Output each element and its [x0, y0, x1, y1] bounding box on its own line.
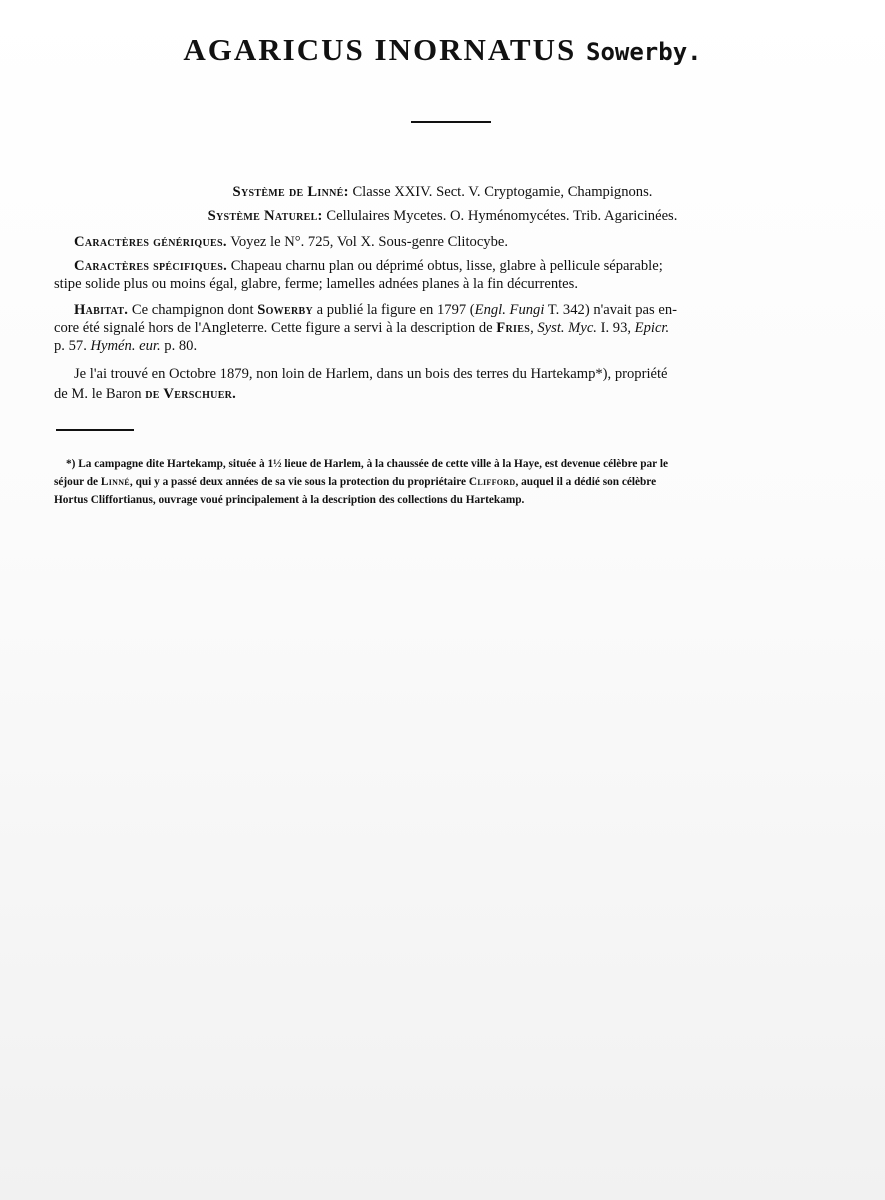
natural-system-label: Système Naturel:	[207, 208, 323, 224]
habitat-text-1a: Ce champignon dont	[131, 302, 254, 318]
baron-name: de Verschuer.	[145, 386, 237, 402]
habitat-text-1c: T. 342) n'avait pas en-	[547, 302, 677, 318]
author-sowerby: Sowerby	[257, 302, 313, 318]
specific-characters-label: Caractères spécifiques.	[74, 258, 228, 274]
habitat-text-3b: p. 80.	[164, 338, 198, 354]
found-line-1: Je l'ai trouvé en Octobre 1879, non loin de Harlem, dans un bois des terres du Hartekamp*), propriété	[74, 366, 668, 382]
reference-epicr: Epicr.	[634, 320, 670, 336]
habitat-text-1b: a publié la figure en 1797 (	[316, 302, 475, 318]
footnote-line-3: Hortus Cliffortianus, ouvrage voué principalement à la description des collections du Hartekamp.	[54, 494, 525, 506]
species-author: Sowerby.	[586, 38, 702, 66]
natural-system-text: Cellulaires Mycetes. O. Hyménomycétes. Trib. Agaricinées.	[326, 208, 678, 224]
generic-characters-label: Caractères génériques.	[74, 234, 227, 250]
linne-system-label: Système de Linné:	[232, 184, 349, 200]
reference-syst-myc: Syst. Myc.	[537, 320, 597, 336]
page-title	[0, 28, 885, 74]
reference-engl-fungi: Engl. Fungi	[474, 302, 545, 318]
title-divider	[411, 121, 491, 123]
linne-system-text: Classe XXIV. Sect. V. Cryptogamie, Champignons.	[352, 184, 653, 200]
species-name: AGARICUS INORNATUS	[183, 32, 577, 67]
generic-characters-text: Voyez le N°. 725, Vol X. Sous-genre Clitocybe.	[230, 234, 509, 250]
found-text-2a: de M. le Baron	[54, 386, 142, 402]
reference-hymen-eur: Hymén. eur.	[90, 338, 161, 354]
specific-characters-text-1: Chapeau charnu plan ou déprimé obtus, lisse, glabre à pellicule séparable;	[230, 258, 663, 274]
specific-characters-line-2: stipe solide plus ou moins égal, glabre, ferme; lamelles adnées planes à la fin décurrentes.	[54, 276, 578, 292]
habitat-text-3a: p. 57.	[54, 338, 87, 354]
habitat-text-2b: ,	[530, 320, 534, 336]
habitat-label: Habitat.	[74, 302, 129, 318]
footnote-text-2c: , auquel il a dédié son célèbre	[515, 476, 657, 488]
footnote-clifford: Clifford	[468, 476, 516, 488]
footnote-divider	[56, 429, 134, 431]
footnote-line-1: *) La campagne dite Hartekamp, située à 1½ lieue de Harlem, à la chaussée de cette ville à la Haye, est devenue célèbre par le	[66, 458, 668, 470]
linne-system-line	[0, 182, 885, 203]
found-line-2	[54, 384, 236, 405]
generic-characters-line	[74, 232, 508, 253]
natural-system-line	[0, 206, 885, 227]
habitat-text-2a: core été signalé hors de l'Angleterre. Cette figure a servi à la description de	[54, 320, 493, 336]
footnote-text-2a: séjour de	[54, 476, 99, 488]
footnote-line-2	[54, 473, 656, 491]
footnote-linne: Linné	[100, 476, 130, 488]
habitat-text-2c: I. 93,	[600, 320, 632, 336]
author-fries: Fries	[496, 320, 531, 336]
habitat-line-3	[54, 336, 197, 357]
footnote-text-2b: , qui y a passé deux années de sa vie sous la protection du propriétaire	[129, 476, 467, 488]
